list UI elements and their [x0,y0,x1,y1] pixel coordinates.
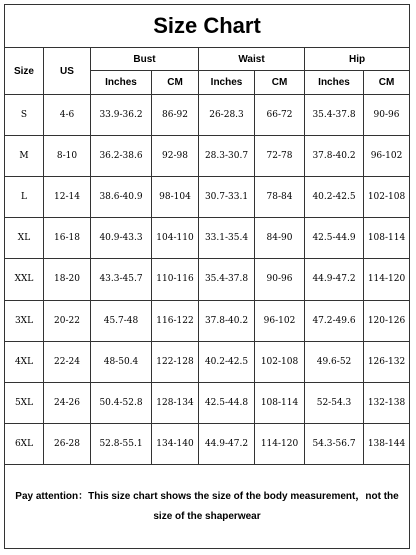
table-row [5,382,410,423]
header-bust-inches: Inches [91,71,152,95]
cell-bust-cm: 128-134 [152,382,199,423]
cell-waist-cm: 78-84 [255,177,305,218]
cell-waist-inches: 37.8-40.2 [199,300,255,341]
cell-us: 18-20 [44,259,91,300]
cell-hip-cm: 126-132 [364,341,410,382]
cell-hip-cm: 90-96 [364,95,410,136]
size-chart-table [4,47,410,465]
cell-us: 12-14 [44,177,91,218]
header-waist: Waist [199,48,305,71]
cell-waist-inches: 40.2-42.5 [199,341,255,382]
cell-bust-inches: 50.4-52.8 [91,382,152,423]
cell-bust-inches: 48-50.4 [91,341,152,382]
cell-hip-cm: 102-108 [364,177,410,218]
cell-waist-cm: 102-108 [255,341,305,382]
cell-waist-inches: 26-28.3 [199,95,255,136]
cell-hip-cm: 96-102 [364,136,410,177]
cell-waist-inches: 30.7-33.1 [199,177,255,218]
header-hip-inches: Inches [305,71,364,95]
table-row [5,423,410,464]
cell-waist-inches: 28.3-30.7 [199,136,255,177]
cell-us: 24-26 [44,382,91,423]
cell-us: 8-10 [44,136,91,177]
cell-waist-inches: 44.9-47.2 [199,423,255,464]
cell-waist-inches: 42.5-44.8 [199,382,255,423]
cell-size: 5XL [5,382,44,423]
cell-us: 22-24 [44,341,91,382]
table-row [5,259,410,300]
cell-hip-inches: 37.8-40.2 [305,136,364,177]
cell-hip-cm: 120-126 [364,300,410,341]
page-title: Size Chart [153,13,261,38]
cell-hip-inches: 44.9-47.2 [305,259,364,300]
header-waist-inches: Inches [199,71,255,95]
header-size: Size [5,48,44,95]
cell-hip-cm: 138-144 [364,423,410,464]
cell-bust-cm: 92-98 [152,136,199,177]
table-row [5,136,410,177]
cell-bust-cm: 104-110 [152,218,199,259]
header-hip-cm: CM [364,71,410,95]
cell-size: S [5,95,44,136]
cell-bust-inches: 40.9-43.3 [91,218,152,259]
table-row [5,218,410,259]
header-bust-cm: CM [152,71,199,95]
cell-size: 6XL [5,423,44,464]
cell-hip-cm: 108-114 [364,218,410,259]
attention-note-text: Pay attention：This size chart shows the size of the body measurement，not the size of the shaperwear [15,491,399,522]
cell-bust-inches: 36.2-38.6 [91,136,152,177]
cell-waist-inches: 35.4-37.8 [199,259,255,300]
cell-hip-inches: 35.4-37.8 [305,95,364,136]
cell-bust-inches: 38.6-40.9 [91,177,152,218]
cell-hip-cm: 114-120 [364,259,410,300]
header-bust: Bust [91,48,199,71]
cell-bust-inches: 45.7-48 [91,300,152,341]
header-us: US [44,48,91,95]
table-row [5,177,410,218]
cell-bust-inches: 33.9-36.2 [91,95,152,136]
cell-bust-cm: 134-140 [152,423,199,464]
cell-waist-cm: 84-90 [255,218,305,259]
cell-waist-cm: 72-78 [255,136,305,177]
cell-waist-cm: 96-102 [255,300,305,341]
cell-waist-cm: 66-72 [255,95,305,136]
table-row [5,341,410,382]
cell-us: 20-22 [44,300,91,341]
cell-bust-inches: 43.3-45.7 [91,259,152,300]
cell-bust-cm: 116-122 [152,300,199,341]
cell-size: 3XL [5,300,44,341]
cell-hip-cm: 132-138 [364,382,410,423]
cell-waist-cm: 108-114 [255,382,305,423]
cell-us: 4-6 [44,95,91,136]
header-waist-cm: CM [255,71,305,95]
chart-body [5,95,410,465]
table-row [5,95,410,136]
cell-hip-inches: 42.5-44.9 [305,218,364,259]
cell-hip-inches: 52-54.3 [305,382,364,423]
table-row [5,300,410,341]
cell-bust-cm: 122-128 [152,341,199,382]
cell-size: XXL [5,259,44,300]
cell-bust-cm: 110-116 [152,259,199,300]
cell-waist-cm: 90-96 [255,259,305,300]
cell-us: 16-18 [44,218,91,259]
cell-bust-inches: 52.8-55.1 [91,423,152,464]
cell-waist-inches: 33.1-35.4 [199,218,255,259]
cell-size: XL [5,218,44,259]
cell-size: M [5,136,44,177]
cell-bust-cm: 86-92 [152,95,199,136]
cell-size: 4XL [5,341,44,382]
cell-size: L [5,177,44,218]
cell-us: 26-28 [44,423,91,464]
cell-hip-inches: 49.6-52 [305,341,364,382]
cell-bust-cm: 98-104 [152,177,199,218]
header-hip: Hip [305,48,410,71]
attention-note [4,465,410,549]
cell-hip-inches: 47.2-49.6 [305,300,364,341]
cell-hip-inches: 40.2-42.5 [305,177,364,218]
cell-hip-inches: 54.3-56.7 [305,423,364,464]
cell-waist-cm: 114-120 [255,423,305,464]
